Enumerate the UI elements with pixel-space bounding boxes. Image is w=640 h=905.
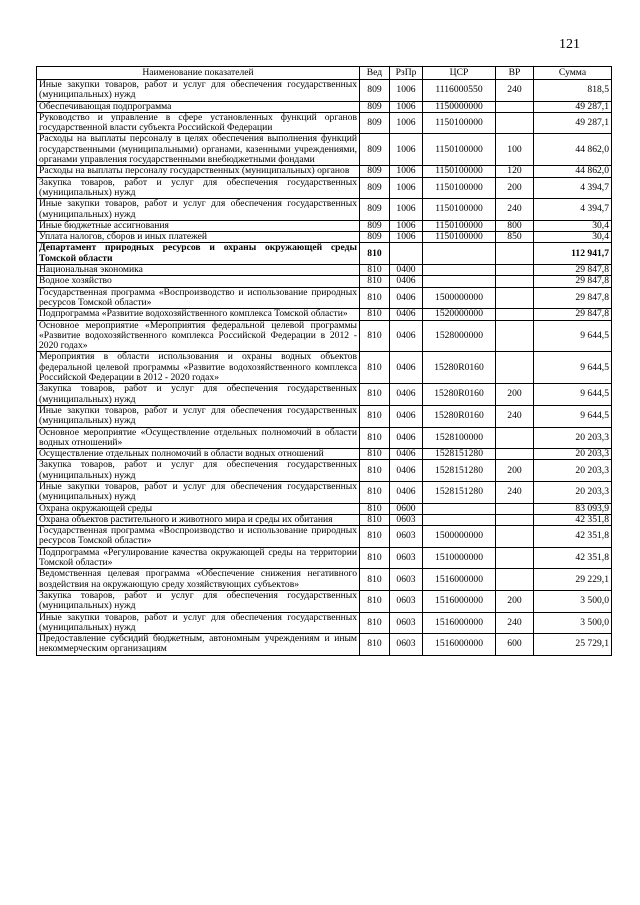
cell-csr: 1516000000 [423, 590, 496, 612]
cell-name: Подпрограмма «Регулирование качества окружающей среды на территории Томской области» [37, 547, 360, 569]
table-row [37, 101, 612, 112]
table-row [37, 177, 612, 199]
cell-vr [496, 287, 534, 309]
cell-ved: 810 [360, 427, 390, 449]
cell-csr: 1528151280 [423, 481, 496, 503]
cell-name: Закупка товаров, работ и услуг для обеспечения государственных (муниципальных) нужд [37, 460, 360, 482]
cell-vr: 240 [496, 481, 534, 503]
cell-ved: 810 [360, 352, 390, 384]
cell-vr [496, 569, 534, 591]
cell-csr [423, 503, 496, 514]
cell-vr: 200 [496, 177, 534, 199]
cell-name: Мероприятия в области использования и охраны водных объектов федеральной целевой программы «Развитие водохозяйственного комплекса Российской Федерации в 2012 - 2020 годах» [37, 352, 360, 384]
table-row [37, 405, 612, 427]
cell-rzpr [390, 243, 423, 265]
table-row [37, 134, 612, 166]
cell-name: Подпрограмма «Развитие водохозяйственного комплекса Томской области» [37, 309, 360, 320]
cell-sum: 29 847,8 [534, 287, 612, 309]
cell-ved: 810 [360, 309, 390, 320]
cell-name: Закупка товаров, работ и услуг для обеспечения государственных (муниципальных) нужд [37, 590, 360, 612]
cell-csr: 1520000000 [423, 309, 496, 320]
cell-vr: 120 [496, 166, 534, 177]
cell-rzpr: 0603 [390, 590, 423, 612]
cell-ved: 809 [360, 166, 390, 177]
cell-name: Ведомственная целевая программа «Обеспечение снижения негативного воздействия на окружающую среду хозяйствующих субъектов» [37, 569, 360, 591]
cell-sum: 29 847,8 [534, 309, 612, 320]
cell-rzpr: 0406 [390, 427, 423, 449]
cell-ved: 810 [360, 243, 390, 265]
table-row [37, 526, 612, 548]
cell-csr: 1516000000 [423, 569, 496, 591]
cell-sum: 20 203,3 [534, 449, 612, 460]
table-body [37, 80, 612, 656]
cell-csr: 1116000550 [423, 80, 496, 102]
cell-csr: 15280R0160 [423, 352, 496, 384]
cell-csr: 1528151280 [423, 449, 496, 460]
table-row [37, 232, 612, 243]
cell-csr: 1500000000 [423, 287, 496, 309]
cell-csr: 1150100000 [423, 112, 496, 134]
cell-csr: 1528000000 [423, 320, 496, 352]
table-row [37, 276, 612, 287]
cell-ved: 809 [360, 199, 390, 221]
cell-sum: 29 847,8 [534, 265, 612, 276]
table-row [37, 612, 612, 634]
cell-rzpr: 1006 [390, 112, 423, 134]
table-row [37, 80, 612, 102]
cell-name: Государственная программа «Воспроизводство и использование природных ресурсов Томской области» [37, 526, 360, 548]
cell-name: Предоставление субсидий бюджетным, автономным учреждениям и иным некоммерческим организациям [37, 634, 360, 656]
cell-sum: 29 847,8 [534, 276, 612, 287]
cell-sum: 83 093,9 [534, 503, 612, 514]
cell-ved: 809 [360, 134, 390, 166]
cell-sum: 20 203,3 [534, 427, 612, 449]
cell-sum: 3 500,0 [534, 590, 612, 612]
cell-sum: 25 729,1 [534, 634, 612, 656]
cell-ved: 810 [360, 526, 390, 548]
cell-name: Иные закупки товаров, работ и услуг для обеспечения государственных (муниципальных) нужд [37, 405, 360, 427]
cell-ved: 809 [360, 112, 390, 134]
cell-ved: 809 [360, 101, 390, 112]
cell-rzpr: 0603 [390, 547, 423, 569]
header-row [37, 67, 612, 80]
cell-rzpr: 1006 [390, 101, 423, 112]
cell-vr [496, 309, 534, 320]
cell-sum: 29 229,1 [534, 569, 612, 591]
column-header-rzpr: РзПр [390, 67, 423, 80]
cell-name: Осуществление отдельных полномочий в области водных отношений [37, 449, 360, 460]
cell-rzpr: 0603 [390, 569, 423, 591]
cell-vr: 240 [496, 405, 534, 427]
cell-name: Охрана объектов растительного и животного мира и среды их обитания [37, 514, 360, 525]
cell-rzpr: 0406 [390, 384, 423, 406]
cell-sum: 49 287,1 [534, 101, 612, 112]
cell-vr [496, 243, 534, 265]
cell-sum: 9 644,5 [534, 384, 612, 406]
cell-ved: 810 [360, 265, 390, 276]
table-row [37, 460, 612, 482]
cell-name: Уплата налогов, сборов и иных платежей [37, 232, 360, 243]
cell-name: Основное мероприятие «Осуществление отдельных полномочий в области водных отношений» [37, 427, 360, 449]
cell-name: Закупка товаров, работ и услуг для обеспечения государственных (муниципальных) нужд [37, 384, 360, 406]
table-row [37, 265, 612, 276]
cell-sum: 42 351,8 [534, 526, 612, 548]
cell-rzpr: 0406 [390, 405, 423, 427]
cell-vr: 200 [496, 590, 534, 612]
cell-rzpr: 0603 [390, 514, 423, 525]
table-row [37, 112, 612, 134]
cell-name: Закупка товаров, работ и услуг для обеспечения государственных (муниципальных) нужд [37, 177, 360, 199]
cell-csr [423, 276, 496, 287]
column-header-csr: ЦСР [423, 67, 496, 80]
cell-vr: 240 [496, 80, 534, 102]
cell-sum: 30,4 [534, 232, 612, 243]
table-row [37, 199, 612, 221]
cell-sum: 44 862,0 [534, 166, 612, 177]
cell-sum: 30,4 [534, 220, 612, 231]
cell-name: Национальная экономика [37, 265, 360, 276]
cell-vr: 240 [496, 612, 534, 634]
cell-rzpr: 1006 [390, 134, 423, 166]
cell-ved: 810 [360, 503, 390, 514]
cell-sum: 4 394,7 [534, 199, 612, 221]
table-row [37, 243, 612, 265]
cell-rzpr: 0406 [390, 481, 423, 503]
table-row [37, 166, 612, 177]
cell-ved: 809 [360, 80, 390, 102]
cell-sum: 9 644,5 [534, 405, 612, 427]
cell-ved: 810 [360, 320, 390, 352]
column-header-name: Наименование показателей [37, 67, 360, 80]
cell-csr: 1516000000 [423, 612, 496, 634]
cell-name: Иные закупки товаров, работ и услуг для обеспечения государственных (муниципальных) нужд [37, 481, 360, 503]
cell-sum: 818,5 [534, 80, 612, 102]
cell-name: Охрана окружающей среды [37, 503, 360, 514]
cell-ved: 809 [360, 220, 390, 231]
cell-csr: 1500000000 [423, 526, 496, 548]
cell-ved: 810 [360, 384, 390, 406]
cell-rzpr: 0406 [390, 309, 423, 320]
cell-rzpr: 0603 [390, 634, 423, 656]
cell-vr: 800 [496, 220, 534, 231]
cell-csr [423, 265, 496, 276]
cell-sum: 20 203,3 [534, 481, 612, 503]
cell-rzpr: 0400 [390, 265, 423, 276]
cell-name: Государственная программа «Воспроизводство и использование природных ресурсов Томской области» [37, 287, 360, 309]
cell-rzpr: 0406 [390, 276, 423, 287]
cell-sum: 9 644,5 [534, 352, 612, 384]
cell-vr: 850 [496, 232, 534, 243]
cell-csr: 1150100000 [423, 134, 496, 166]
cell-ved: 810 [360, 287, 390, 309]
cell-csr [423, 243, 496, 265]
cell-ved: 809 [360, 232, 390, 243]
column-header-sum: Сумма [534, 67, 612, 80]
cell-sum: 49 287,1 [534, 112, 612, 134]
table-row [37, 547, 612, 569]
cell-ved: 810 [360, 590, 390, 612]
cell-sum: 3 500,0 [534, 612, 612, 634]
cell-name: Иные закупки товаров, работ и услуг для обеспечения государственных (муниципальных) нужд [37, 612, 360, 634]
cell-csr: 1150100000 [423, 166, 496, 177]
cell-name: Руководство и управление в сфере установленных функций органов государственной власти субъекта Российской Федерации [37, 112, 360, 134]
cell-vr [496, 547, 534, 569]
cell-csr [423, 514, 496, 525]
cell-vr: 200 [496, 384, 534, 406]
table-row [37, 320, 612, 352]
cell-sum: 20 203,3 [534, 460, 612, 482]
cell-vr [496, 503, 534, 514]
table-row [37, 384, 612, 406]
cell-ved: 810 [360, 569, 390, 591]
cell-csr: 1150000000 [423, 101, 496, 112]
cell-csr: 1516000000 [423, 634, 496, 656]
cell-csr: 1150100000 [423, 232, 496, 243]
cell-ved: 810 [360, 405, 390, 427]
budget-table [36, 66, 612, 656]
cell-csr: 1150100000 [423, 177, 496, 199]
cell-vr [496, 320, 534, 352]
table-row [37, 220, 612, 231]
cell-rzpr: 1006 [390, 199, 423, 221]
cell-rzpr: 0603 [390, 612, 423, 634]
cell-name: Иные закупки товаров, работ и услуг для обеспечения государственных (муниципальных) нужд [37, 199, 360, 221]
cell-rzpr: 0603 [390, 526, 423, 548]
cell-csr: 1528151280 [423, 460, 496, 482]
table-row [37, 449, 612, 460]
cell-ved: 810 [360, 547, 390, 569]
cell-ved: 810 [360, 514, 390, 525]
cell-vr [496, 514, 534, 525]
cell-vr: 100 [496, 134, 534, 166]
cell-vr [496, 276, 534, 287]
cell-vr: 600 [496, 634, 534, 656]
table-row [37, 309, 612, 320]
cell-rzpr: 1006 [390, 232, 423, 243]
cell-rzpr: 1006 [390, 166, 423, 177]
table-row [37, 514, 612, 525]
cell-rzpr: 1006 [390, 80, 423, 102]
cell-vr [496, 112, 534, 134]
cell-name: Основное мероприятие «Мероприятия федеральной целевой программы «Развитие водохозяйственного комплекса Российской Федерации в 2012 - 2020 годах» [37, 320, 360, 352]
cell-csr: 15280R0160 [423, 405, 496, 427]
cell-sum: 9 644,5 [534, 320, 612, 352]
cell-sum: 42 351,8 [534, 547, 612, 569]
cell-vr [496, 101, 534, 112]
cell-csr: 15280R0160 [423, 384, 496, 406]
cell-sum: 4 394,7 [534, 177, 612, 199]
cell-ved: 810 [360, 634, 390, 656]
cell-csr: 1528100000 [423, 427, 496, 449]
cell-rzpr: 1006 [390, 220, 423, 231]
cell-ved: 810 [360, 481, 390, 503]
cell-ved: 809 [360, 177, 390, 199]
cell-rzpr: 0406 [390, 352, 423, 384]
cell-csr: 1150100000 [423, 220, 496, 231]
cell-vr: 200 [496, 460, 534, 482]
cell-vr [496, 352, 534, 384]
cell-ved: 810 [360, 460, 390, 482]
cell-sum: 42 351,8 [534, 514, 612, 525]
cell-name: Департамент природных ресурсов и охраны окружающей среды Томской области [37, 243, 360, 265]
column-header-ved: Вед [360, 67, 390, 80]
table-row [37, 634, 612, 656]
table-row [37, 481, 612, 503]
cell-vr: 240 [496, 199, 534, 221]
table-row [37, 569, 612, 591]
cell-csr: 1150100000 [423, 199, 496, 221]
cell-name: Обеспечивающая подпрограмма [37, 101, 360, 112]
cell-name: Водное хозяйство [37, 276, 360, 287]
cell-rzpr: 1006 [390, 177, 423, 199]
cell-ved: 810 [360, 449, 390, 460]
cell-name: Расходы на выплаты персоналу государственных (муниципальных) органов [37, 166, 360, 177]
cell-rzpr: 0406 [390, 449, 423, 460]
cell-ved: 810 [360, 612, 390, 634]
table-row [37, 590, 612, 612]
page-number: 121 [559, 37, 580, 52]
table-row [37, 503, 612, 514]
table-row [37, 352, 612, 384]
cell-vr [496, 265, 534, 276]
cell-vr [496, 526, 534, 548]
column-header-vr: ВР [496, 67, 534, 80]
cell-rzpr: 0600 [390, 503, 423, 514]
cell-vr [496, 427, 534, 449]
cell-sum: 112 941,7 [534, 243, 612, 265]
cell-name: Расходы на выплаты персоналу в целях обеспечения выполнения функций государственными (муниципальными) органами, казенными учреждениями, органами управления государственными внебюджетными фондами [37, 134, 360, 166]
cell-sum: 44 862,0 [534, 134, 612, 166]
cell-rzpr: 0406 [390, 460, 423, 482]
table-row [37, 427, 612, 449]
table-row [37, 287, 612, 309]
cell-rzpr: 0406 [390, 287, 423, 309]
cell-ved: 810 [360, 276, 390, 287]
cell-vr [496, 449, 534, 460]
cell-csr: 1510000000 [423, 547, 496, 569]
cell-name: Иные бюджетные ассигнования [37, 220, 360, 231]
cell-rzpr: 0406 [390, 320, 423, 352]
cell-name: Иные закупки товаров, работ и услуг для обеспечения государственных (муниципальных) нужд [37, 80, 360, 102]
